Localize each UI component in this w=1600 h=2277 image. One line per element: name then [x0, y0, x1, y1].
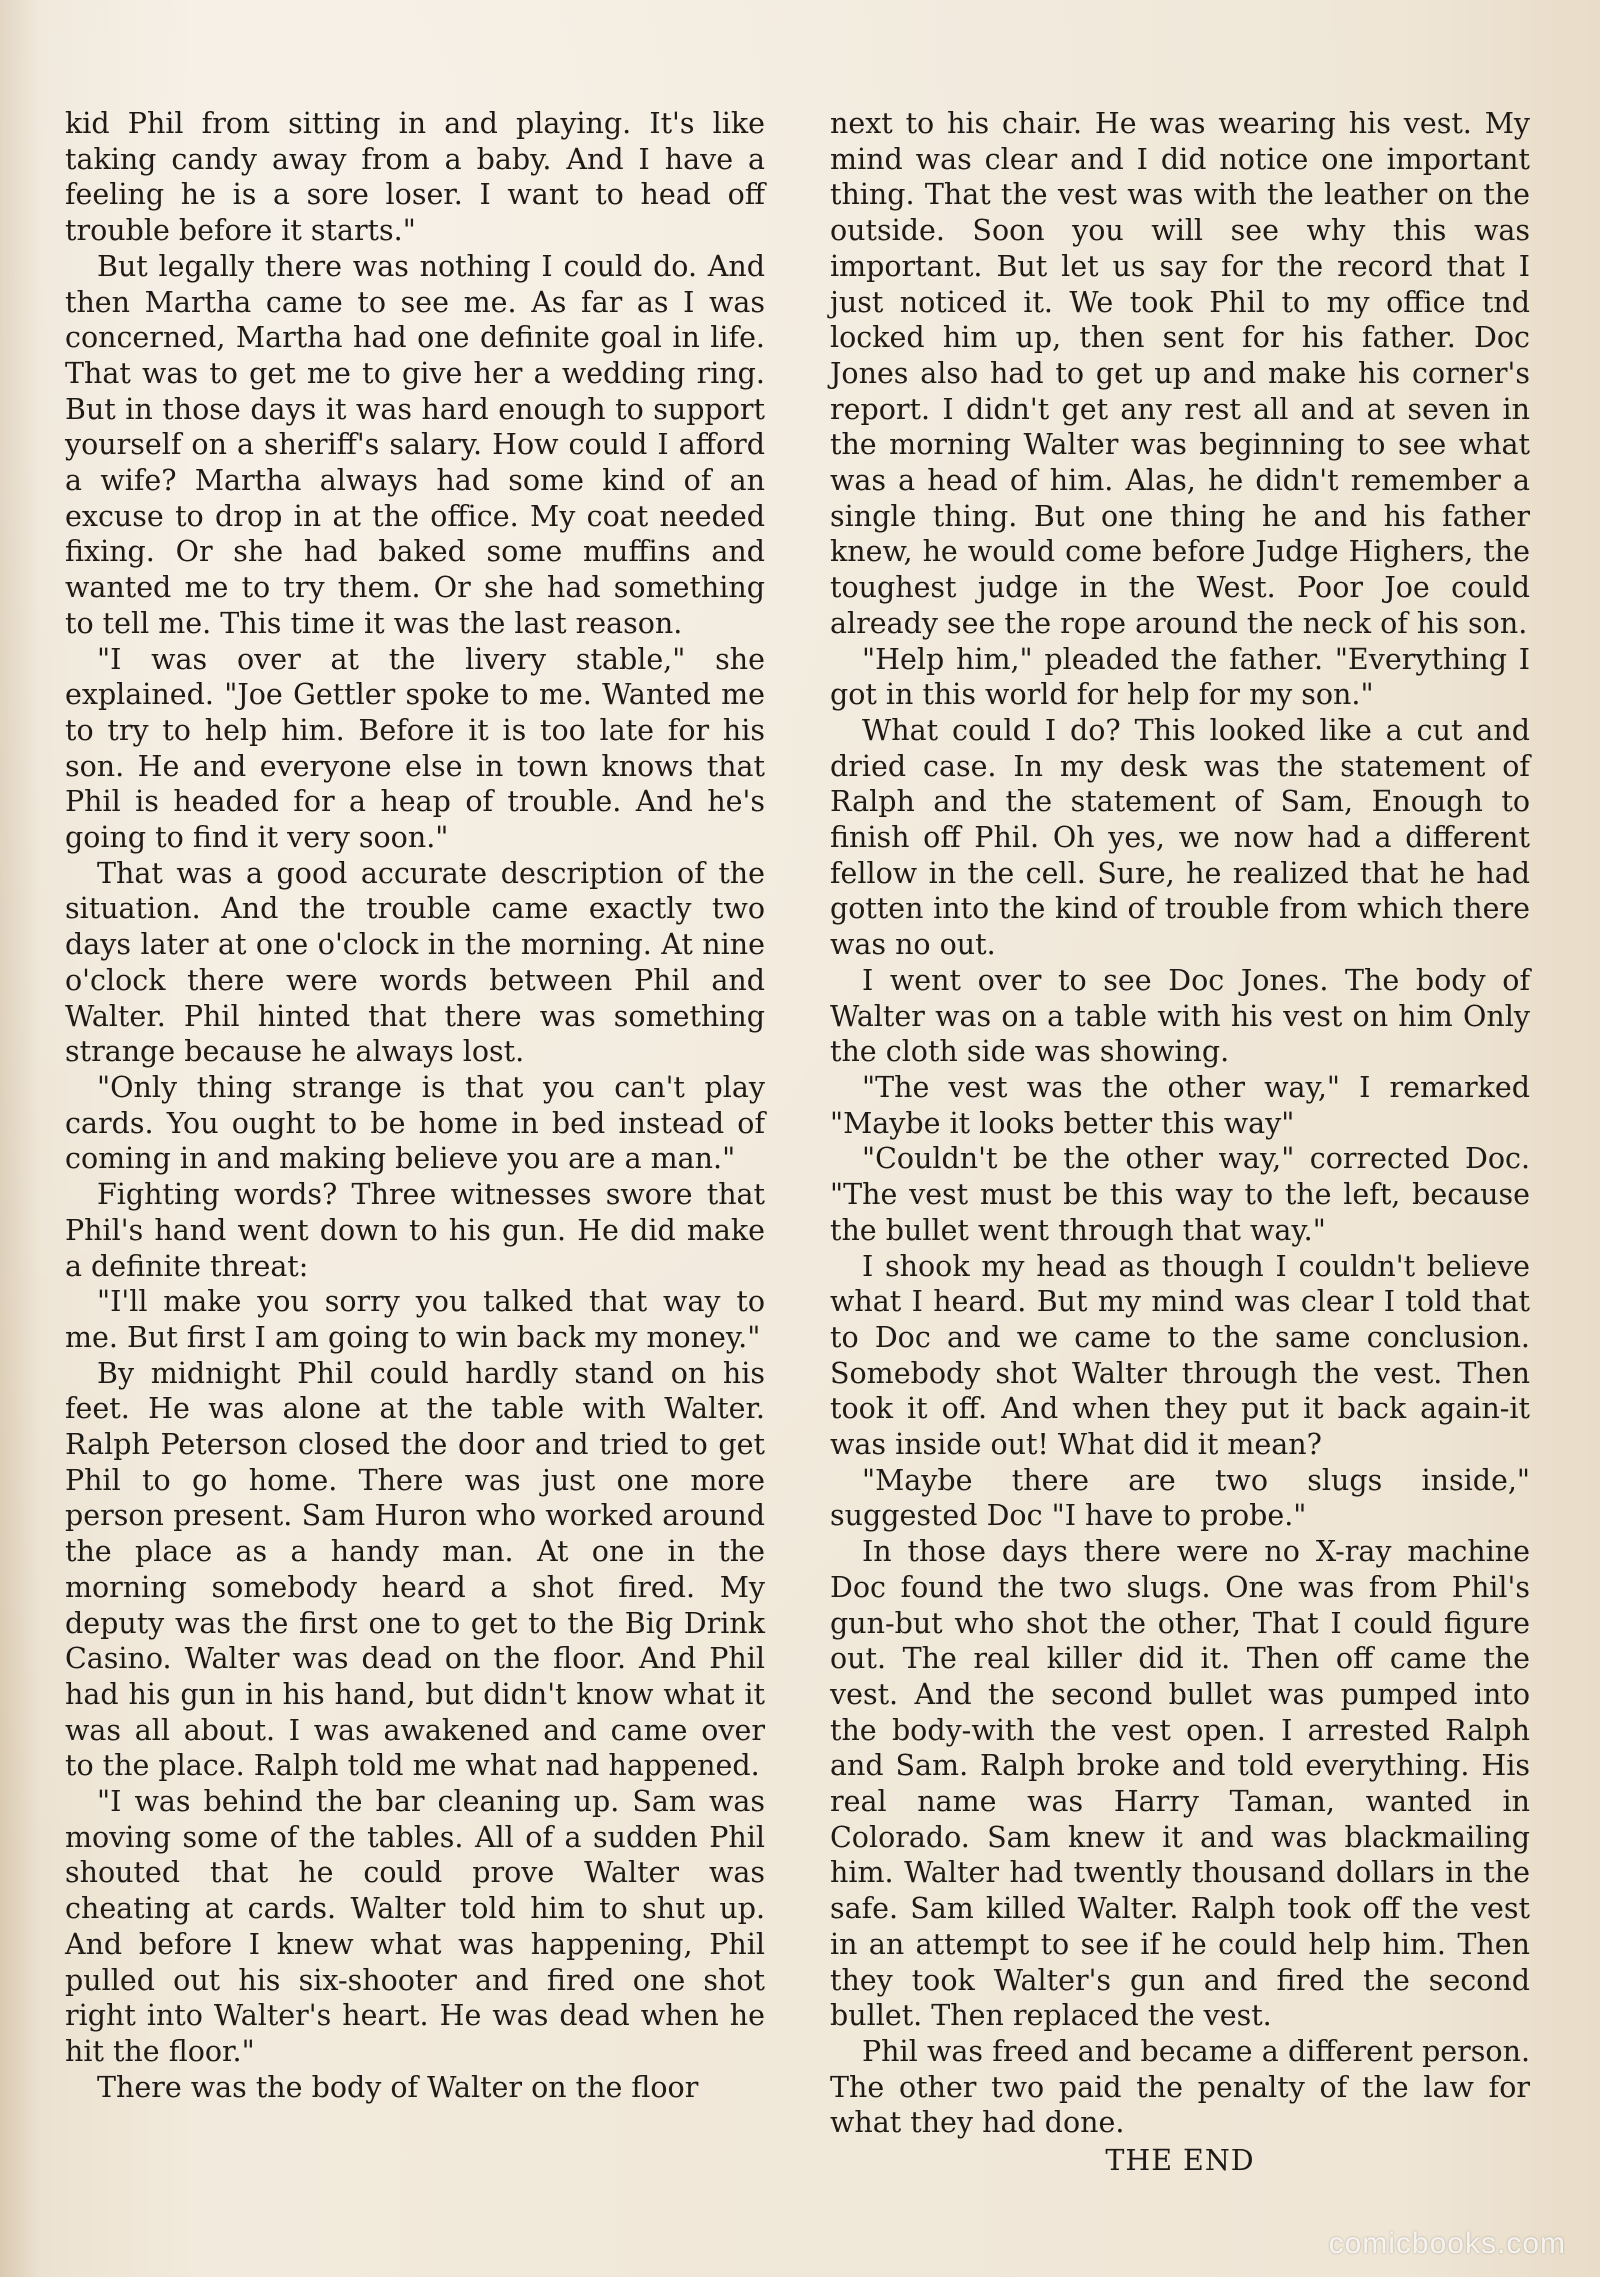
paragraph: "I'll make you sorry you talked that way to me. But first I am going to win back my money."	[65, 1285, 765, 1354]
paragraph: That was a good accurate description of the situation. And the trouble came exactly two days later at one o'clock in the morning. At nine o'clock there were words between Phil and Walter. Phil hinted that there was something strange because he always lost.	[65, 856, 765, 1069]
paragraph: "Maybe there are two slugs inside," suggested Doc "I have to probe."	[830, 1463, 1530, 1533]
paragraph: "Couldn't be the other way," corrected Doc. "The vest must be this way to the left, because the bullet went through that way."	[830, 1142, 1530, 1247]
paragraph: But legally there was nothing I could do. And then Martha came to see me. As far as I was concerned, Martha had one definite goal in life. That was to get me to give her a wedding ring. But in those days it was hard enough to support yourself on a sheriff's salary. How could I afford a wife? Martha always had some kind of an excuse to drop in at the office. My coat needed fixing. Or she had baked some muffins and wanted me to try them. Or she had something to tell me. This time it was the last reason.	[65, 249, 765, 640]
paragraph: In those days there were no X-ray machine Doc found the two slugs. One was from Phil's gun-but who shot the other, That I could figure out. The real killer did it. Then off came the vest. And the second bullet was pumped into the body-with the vest open. I arrested Ralph and Sam. Ralph broke and told everything. His real name was Harry Taman, wanted in Colorado. Sam knew it and was blackmailing him. Walter had twently thousand dollars in the safe. Sam killed Walter. Ralph took off the vest in an attempt to see if he could help him. Then they took Walter's gun and fired the second bullet. Then replaced the vest.	[830, 1535, 1530, 2033]
paragraph: "The vest was the other way," I remarked "Maybe it looks better this way"	[830, 1070, 1530, 1140]
paragraph: "Help him," pleaded the father. "Everything I got in this world for help for my son."	[830, 642, 1530, 712]
paragraph: There was the body of Walter on the floor	[97, 2070, 699, 2104]
paragraph: "I was over at the livery stable," she explained. "Joe Gettler spoke to me. Wanted me to try to help him. Before it is too late for his son. He and everyone else in town knows that Phil is headed for a heap of trouble. And he's going to find it very soon."	[65, 642, 765, 855]
paragraph: "Only thing strange is that you can't play cards. You ought to be home in bed instead of coming in and making believe you are a man."	[65, 1070, 765, 1176]
the-end-label: THE END	[1105, 2144, 1255, 2178]
paragraph: kid Phil from sitting in and playing. It's like taking candy away from a baby. And I have a feeling he is a sore loser. I want to head off trouble before it starts."	[65, 107, 765, 248]
paragraph: By midnight Phil could hardly stand on his feet. He was alone at the table with Walter. Ralph Peterson closed the door and tried to get Phil to go home. There was just one more person present. Sam Huron who worked around the place as a handy man. At one in the morning somebody heard a shot fired. My deputy was the first one to get to the Big Drink Casino. Walter was dead on the floor. And Phil had his gun in his hand, but didn't know what it was all about. I was awakened and came over to the place. Ralph told me what nad happened.	[65, 1356, 765, 1783]
story-column-right	[830, 106, 1530, 2179]
watermark-text: comicbooks.com	[1328, 2227, 1566, 2260]
paragraph: Fighting words? Three witnesses swore that Phil's hand went down to his gun. He did make a definite threat:	[65, 1178, 765, 1283]
paragraph: Phil was freed and became a different person. The other two paid the penalty of the law for what they had done.	[830, 2034, 1530, 2140]
story-column-left	[65, 106, 765, 2105]
paragraph: I went over to see Doc Jones. The body of Walter was on a table with his vest on him Only the cloth side was showing.	[830, 963, 1530, 1069]
paragraph: next to his chair. He was wearing his vest. My mind was clear and I did notice one important thing. That the vest was with the leather on the outside. Soon you will see why this was important. But let us say for the record that I just noticed it. We took Phil to my office tnd locked him up, then sent for his father. Doc Jones also had to get up and make his corner's report. I didn't get any rest all and at seven in the morning Walter was beginning to see what was a head of him. Alas, he didn't remember a single thing. But one thing he and his father knew, he would come before Judge Highers, the toughest judge in the West. Poor Joe could already see the rope around the neck of his son.	[830, 107, 1530, 640]
paragraph: I shook my head as though I couldn't believe what I heard. But my mind was clear I told that to Doc and we came to the same conclusion. Somebody shot Walter through the vest. Then took it off. And when they put it back again-it was inside out! What did it mean?	[830, 1249, 1530, 1462]
paragraph: What could I do? This looked like a cut and dried case. In my desk was the statement of Ralph and the statement of Sam, Enough to finish off Phil. Oh yes, we now had a different fellow in the cell. Sure, he realized that he had gotten into the kind of trouble from which there was no out.	[830, 713, 1530, 962]
paragraph: "I was behind the bar cleaning up. Sam was moving some of the tables. All of a sudden Phil shouted that he could prove Walter was cheating at cards. Walter told him to shut up. And before I knew what was happening, Phil pulled out his six-shooter and fired one shot right into Walter's heart. He was dead when he hit the floor."	[65, 1785, 765, 2068]
